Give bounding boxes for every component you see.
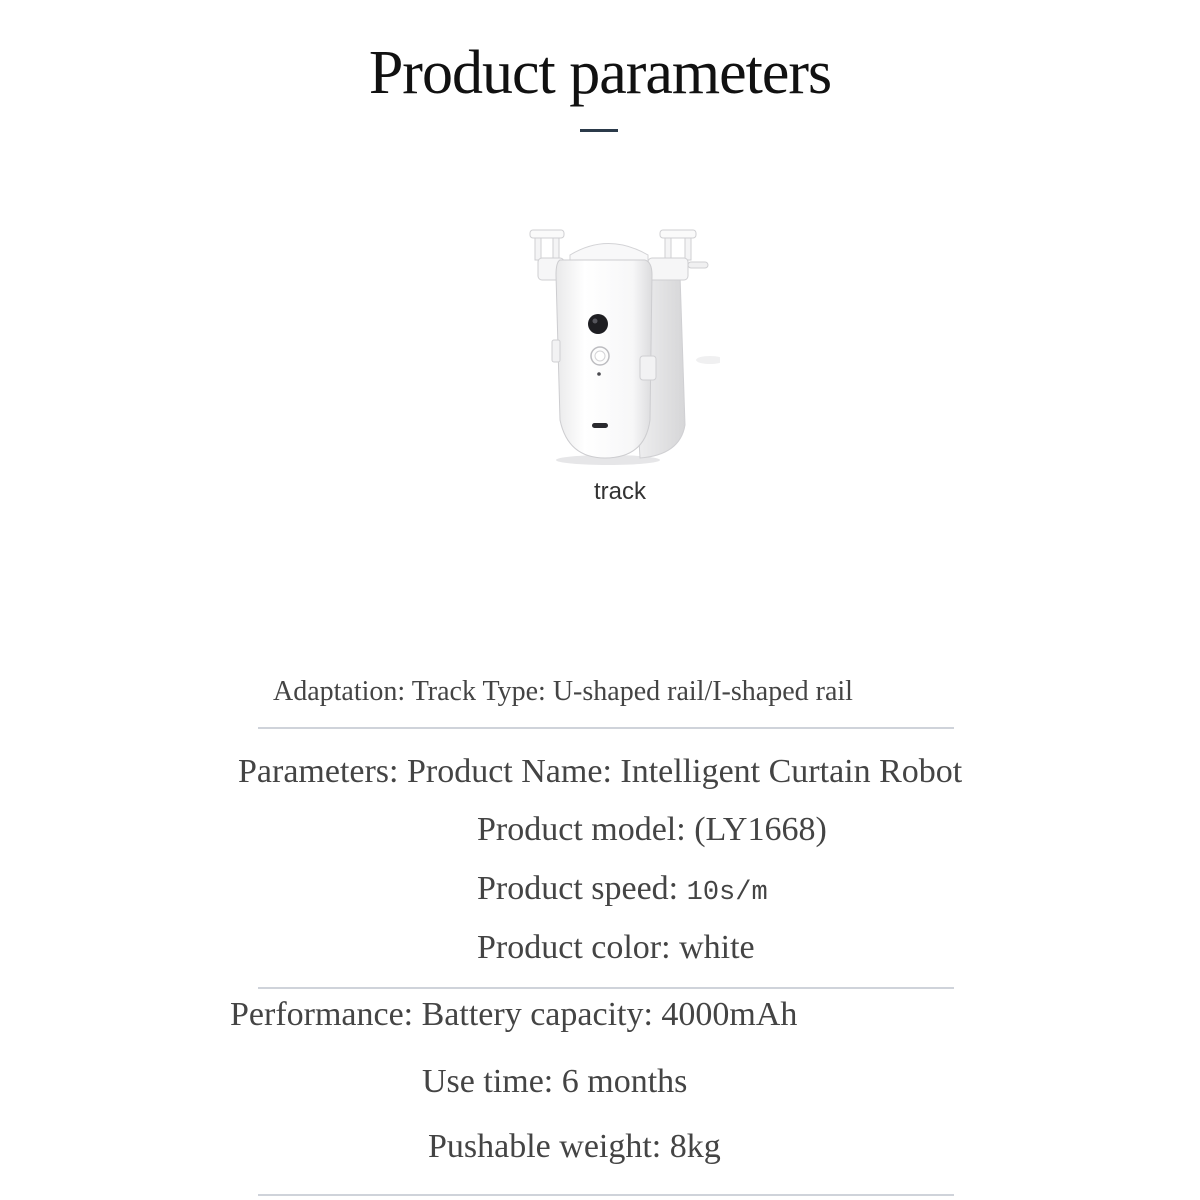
spec-adaptation: Adaptation: Track Type: U-shaped rail/I-shaped rail	[273, 676, 853, 707]
product-caption: track	[593, 478, 646, 505]
divider	[258, 987, 954, 989]
spec-product-model: Product model: (LY1668)	[477, 811, 827, 848]
title-underline	[580, 129, 618, 132]
spec-battery: Performance: Battery capacity: 4000mAh	[230, 996, 798, 1033]
spec-weight: Pushable weight: 8kg	[428, 1128, 721, 1165]
spec-speed-label: Product speed:	[477, 870, 687, 907]
divider	[258, 1194, 954, 1196]
spec-speed-value: 10s/m	[686, 878, 768, 908]
spec-product-speed	[477, 870, 768, 908]
spec-use-time: Use time: 6 months	[422, 1063, 688, 1100]
spec-product-color: Product color: white	[477, 929, 755, 966]
spec-product-name: Parameters: Product Name: Intelligent Curtain Robot	[238, 753, 963, 790]
curtain-robot-image	[520, 220, 720, 470]
page-title: Product parameters	[368, 39, 832, 107]
divider	[258, 727, 954, 729]
